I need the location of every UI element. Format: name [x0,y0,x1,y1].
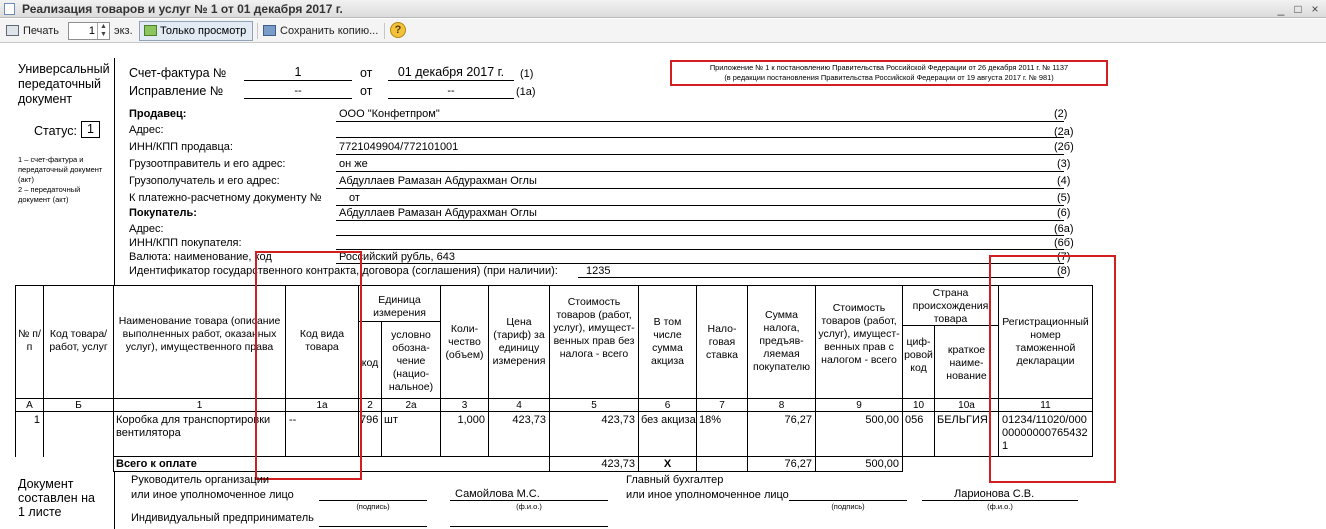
col-num-5: 5 [591,400,597,411]
status-note-l4: 2 – передаточный [18,185,81,194]
col-header-rate: Нало-говая ставка [705,323,739,361]
field-value: он же [339,158,368,170]
cell-cost: 423,73 [601,414,635,426]
correction-date-line [388,98,514,99]
copies-unit: экз. [114,25,133,37]
copies-value: 1 [88,25,95,37]
code-1a: (1а) [516,86,536,98]
status-label: Статус: [34,124,77,138]
col-num-3: 3 [461,400,468,411]
col-num-10: 10 [912,400,925,411]
col-num-7: 7 [719,400,725,411]
head-fio-caption: (ф.и.о.) [516,502,542,511]
cell-price: 423,73 [512,414,546,426]
col-header-excise: В том числе сумма акциза [651,316,684,367]
field-label: Грузополучатель и его адрес: [129,175,280,187]
field-label: Адрес: [129,124,164,136]
kind-code-highlight [255,251,362,480]
total-label: Всего к оплате [116,458,197,470]
close-button[interactable]: × [1311,2,1319,16]
col-header-name: Наименование товара (описание выполненных работ, оказанных услуг), имущественного права [118,315,281,353]
col-header-kind: Код вида товара [299,328,345,353]
field-label: Продавец: [129,108,187,120]
field-code: (7) [1057,251,1071,263]
field-label: ИНН/КПП покупателя: [129,237,242,249]
head-sign-caption: (подпись) [356,502,390,511]
field-line [336,154,1064,155]
ip-name-line [450,526,608,527]
cell-tax: 76,27 [784,414,812,426]
appendix-line2: (в редакции постановления Правительства Российской Федерации от 19 августа 2017 г. № 981) [724,73,1054,82]
correction-label: Исправление № [129,84,224,98]
col-header-unit: Единица измерения [373,294,426,319]
invoice-from: от [360,66,373,80]
doc-title-l1: Универсальный [18,62,110,76]
cell-total: 500,00 [865,414,899,426]
col-header-code: Код товара/ работ, услуг [49,328,108,353]
correction-number: -- [294,85,302,97]
col-num-1a: 1а [316,400,328,411]
view-only-toggle[interactable] [139,21,253,41]
field-line [336,121,1064,122]
field-value: от [349,192,360,204]
col-num-a: А [26,400,33,411]
status-note-l5: документ (акт) [18,195,69,204]
total-excise: Х [663,458,672,470]
field-label: Идентификатор государственного контракта, договора (соглашения) (при наличии): [129,265,558,277]
col-header-total: Стоимость товаров (работ, услуг), имущест-венных прав с налогом - всего [818,302,900,366]
footer-doc-l3: 1 листе [18,505,62,519]
field-value: Абдуллаев Рамазан Абдурахман Оглы [339,207,537,219]
field-code: (5) [1057,192,1071,204]
col-num-8: 8 [778,400,785,411]
field-code: (2а) [1054,126,1074,138]
col-num-10a: 10а [958,400,975,411]
field-line [336,263,1064,264]
print-button[interactable] [6,22,59,40]
field-line [336,249,1064,250]
cell-rate: 18% [699,414,722,426]
field-code: (4) [1057,175,1071,187]
col-header-unit-code: код [361,357,379,369]
status-note-l1: 1 – счет-фактура и [18,155,84,164]
toolbar-separator [384,23,385,39]
total-cost: 423,73 [601,458,635,470]
cell-country-name: БЕЛЬГИЯ [937,414,988,426]
cell-unit-code: 796 [360,414,379,426]
spin-arrows-icon[interactable]: ▲ ▼ [97,23,109,39]
field-value: Российский рубль, 643 [339,251,455,263]
invoice-number-line [244,80,352,81]
col-header-num: № п/п [18,328,41,353]
col-num-6: 6 [664,400,671,411]
acc-fio-caption: (ф.и.о.) [987,502,1013,511]
window-title: Реализация товаров и услуг № 1 от 01 декабря 2017 г. [22,2,343,16]
col-header-country: Страна происхождения товара [912,287,989,325]
cell-country-code: 056 [905,414,924,426]
ip-sign-line [319,526,427,527]
col-num-4: 4 [516,400,522,411]
col-header-country-code: циф-ровой код [904,336,933,374]
field-code: (6) [1057,207,1071,219]
footer-doc-l2: составлен на [18,491,95,505]
help-button[interactable]: ? [390,22,406,38]
field-line [336,137,1064,138]
acc-label-l2: или иное уполномоченное лицо [626,489,789,501]
field-value: ООО "Конфетпром" [339,108,440,120]
field-label: Адрес: [129,223,164,235]
col-num-9: 9 [856,400,862,411]
correction-number-line [244,98,352,99]
appendix-line1: Приложение № 1 к постановлению Правительства Российской Федерации от 26 декабря 2011 г. № 1137 [709,63,1069,72]
field-value: 7721049904/772101001 [339,141,459,153]
cell-num: 1 [33,414,40,426]
acc-sign-caption: (подпись) [831,502,865,511]
cell-qty: 1,000 [457,414,485,426]
head-sign-line [319,500,427,501]
acc-name-line [922,500,1078,501]
invoice-date: 01 декабря 2017 г. [397,65,505,79]
head-name-line [450,500,608,501]
toolbar-separator [257,23,258,39]
invoice-label: Счет-фактура № [129,66,227,80]
status-note-l2: передаточный документ [18,165,103,174]
field-code: (2б) [1054,141,1074,153]
field-value: Абдуллаев Рамазан Абдурахман Оглы [339,175,537,187]
invoice-date-line [388,80,514,81]
window-titlebar [0,0,1326,18]
minimize-button[interactable]: _ [1277,2,1285,16]
declaration-highlight [989,255,1116,483]
document-icon [4,3,15,15]
copies-stepper[interactable] [68,22,110,40]
total-amount: 500,00 [865,458,899,470]
field-line [336,220,1064,221]
view-only-icon [144,25,157,36]
correction-from: от [360,84,373,98]
cell-name: Коробка для транспортировки вентилятора [116,414,271,439]
field-line [336,188,1064,189]
field-line [336,235,1064,236]
correction-date: -- [447,85,455,97]
document-page [0,44,1326,529]
status-note-l3: (акт) [18,175,34,184]
field-code: (6б) [1054,237,1074,249]
col-num-2: 2 [367,400,373,411]
footer-divider [114,472,115,529]
head-label-l2: или иное уполномоченное лицо [131,489,294,501]
field-line [336,205,1064,206]
ip-label: Индивидуальный предприниматель [131,512,314,524]
invoice-number: 1 [294,65,302,79]
status-value: 1 [81,121,100,138]
col-header-country-name: краткое наиме-нование [946,344,987,382]
head-label-l1: Руководитель организации [131,474,270,486]
col-header-price: Цена (тариф) за единицу измерения [492,316,546,367]
col-header-unit-name: условно обозна-чение (нацио-нальное) [388,329,434,393]
col-num-2a: 2а [405,400,417,411]
acc-sign-line [789,500,907,501]
head-name: Самойлова М.С. [455,488,540,500]
cell-decl: 01234/11020/00000000000765432 1 [1002,414,1088,452]
maximize-button[interactable]: □ [1294,2,1302,16]
printer-icon [6,25,19,36]
col-num-1: 1 [196,400,203,411]
doc-title-l2: передаточный [18,77,101,91]
view-only-label: Только просмотр [160,25,247,37]
field-code: (3) [1057,158,1071,170]
field-code: (2) [1054,108,1068,120]
code-1: (1) [520,68,534,80]
cell-excise: без акциза [641,414,696,426]
doc-title-l3: документ [18,92,73,106]
field-label: ИНН/КПП продавца: [129,141,233,153]
field-label: Валюта: наименование, код [129,251,272,263]
col-num-11: 11 [1040,400,1051,411]
field-code: (8) [1057,265,1071,277]
field-label: К платежно-расчетному документу № [129,192,322,204]
print-label: Печать [23,25,60,37]
acc-label-l1: Главный бухгалтер [626,474,724,486]
col-header-qty: Коли-чество (объем) [445,323,484,361]
field-label: Грузоотправитель и его адрес: [129,158,286,170]
save-copy-button[interactable] [263,22,378,40]
acc-name: Ларионова С.В. [954,488,1035,500]
footer-doc-l1: Документ [18,477,74,491]
toolbar [0,19,1326,43]
col-num-b: Б [75,400,82,411]
save-icon [263,25,276,36]
total-tax: 76,27 [784,458,812,470]
field-line [336,171,1064,172]
field-value: 1235 [586,265,611,277]
col-header-cost: Стоимость товаров (работ, услуг), имущест-венных прав без налога - всего [553,296,635,360]
field-label: Покупатель: [129,207,197,219]
col-header-decl: Регистрационный номер таможенной декларации [1002,316,1089,367]
save-copy-label: Сохранить копию... [280,25,379,37]
cell-kind: -- [289,414,297,426]
col-header-tax: Сумма налога, предъяв-ляемая покупателю [753,309,810,373]
left-divider [114,58,115,286]
field-code: (6а) [1054,223,1074,235]
cell-unit-name: шт [384,414,398,426]
